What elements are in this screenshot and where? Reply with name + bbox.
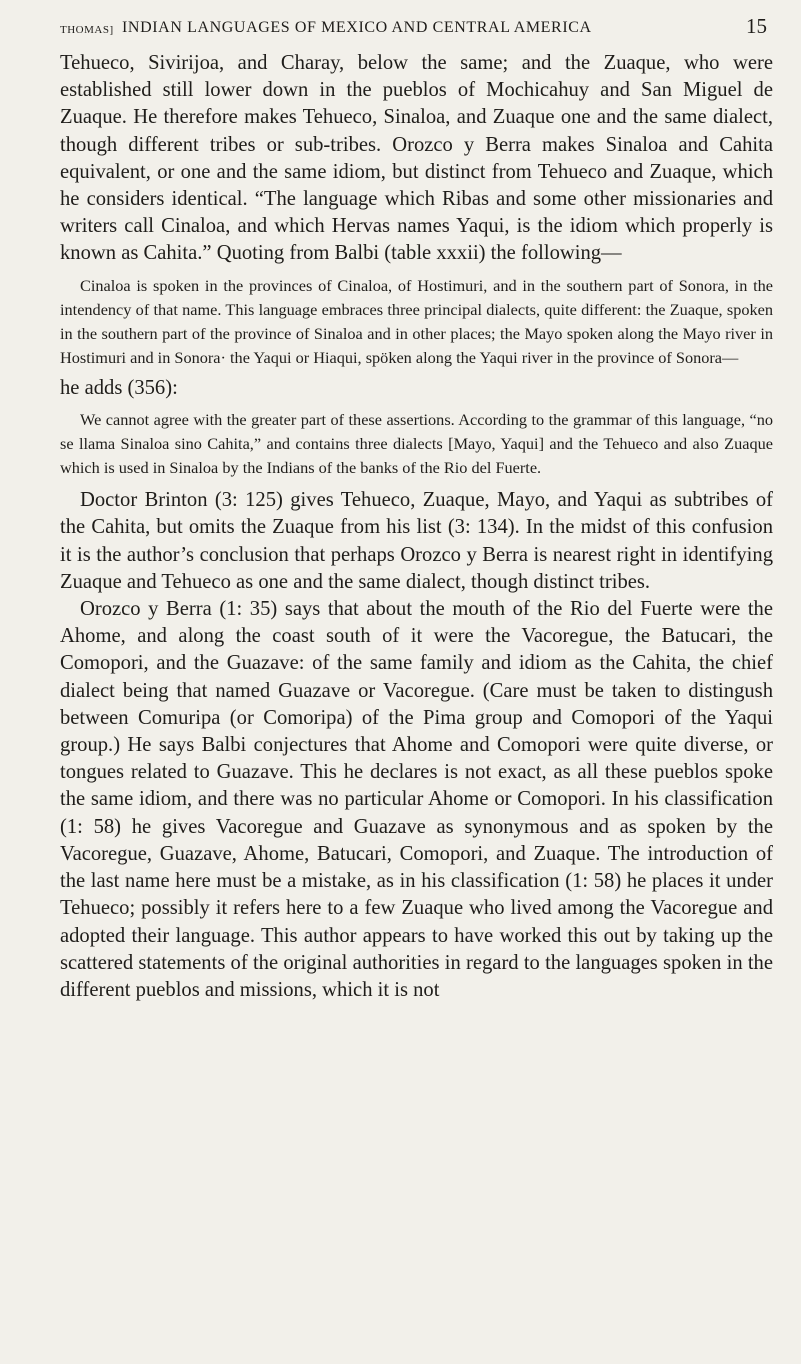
running-head-title: INDIAN LANGUAGES OF MEXICO AND CENTRAL AMERICA xyxy=(122,19,592,36)
running-head-author: THOMAS] xyxy=(60,24,114,36)
body-paragraph: Tehueco, Sivirijoa, and Charay, below the same; and the Zuaque, who were established still lower down in the pueblos of Mochicahuy and San Miguel de Zuaque. He therefore makes Tehueco, Sinaloa, and Zuaque one and the same dialect, though different tribes or sub-tribes. Orozco y Berra makes Sinaloa and Cahita equivalent, or one and the same idiom, but distinct from Tehueco and Zuaque, which he considers identical. “The language which Ribas and some other missionaries and writers call Cinaloa, and which Hervas names Yaqui, is the idiom which properly is known as Cahita.” Quoting from Balbi (table xxxii) the following— xyxy=(60,52,773,265)
body-paragraph: he adds (356): xyxy=(60,377,178,400)
running-head xyxy=(60,10,773,40)
block-quote: We cannot agree with the greater part of these assertions. According to the grammar of this language, “no se llama Sinaloa sino Cahita,” and contains three dialects [Mayo, Yaqui] and the Tehueco and also Zuaque which is used in Sinaloa by the Indians of the banks of the Rio del Fuerte. xyxy=(60,409,773,478)
page-number: 15 xyxy=(746,14,767,38)
body-paragraph: Doctor Brinton (3: 125) gives Tehueco, Zuaque, Mayo, and Yaqui as subtribes of the Cahita, but omits the Zuaque from his list (3: 134). In the midst of this confusion it is the author’s conclusion that perhaps Orozco y Berra is nearest right in identifying Zuaque and Tehueco as one and the same dialect, though distinct tribes. xyxy=(60,489,773,593)
body-paragraph: Orozco y Berra (1: 35) says that about the mouth of the Rio del Fuerte were the Ahome, and along the coast south of it were the Vacoregue, the Batucari, the Comopori, and the Guazave: of the same family and idiom as the Cahita, the chief dialect being that named Guazave or Vacoregue. (Care must be taken to distingush between Comuripa (or Comoripa) of the Pima group and Comopori of the Yaqui group.) He says Balbi conjectures that Ahome and Comopori were quite diverse, or tongues related to Guazave. This he declares is not exact, as all these pueblos spoke the same idiom, and there was no particular Ahome or Comopori. In his classification (1: 58) he gives Vacoregue and Guazave as synonymous and as spoken by the Vacoregue, Guazave, Ahome, Batucari, Comopori, and Zuaque. The introduction of the last name here must be a mistake, as in his classification (1: 58) he places it under Tehueco; possibly it refers here to a few Zuaque who lived among the Vacoregue and adopted their language. This author appears to have worked this out by taking up the scattered statements of the original authorities in regard to the languages spoken in the different pueblos and missions, which it is not xyxy=(60,598,773,1001)
block-quote: Cinaloa is spoken in the provinces of Cinaloa, of Hostimuri, and in the southern part of Sonora, in the intendency of that name. This language embraces three principal dialects, quite different: the Zuaque, spoken in the southern part of the province of Sinaloa and in other places; the Mayo spoken along the Mayo river in Hostimuri and in Sonora· the Yaqui or Hiaqui, spöken along the Yaqui river in the province of Sonora— xyxy=(60,275,773,368)
